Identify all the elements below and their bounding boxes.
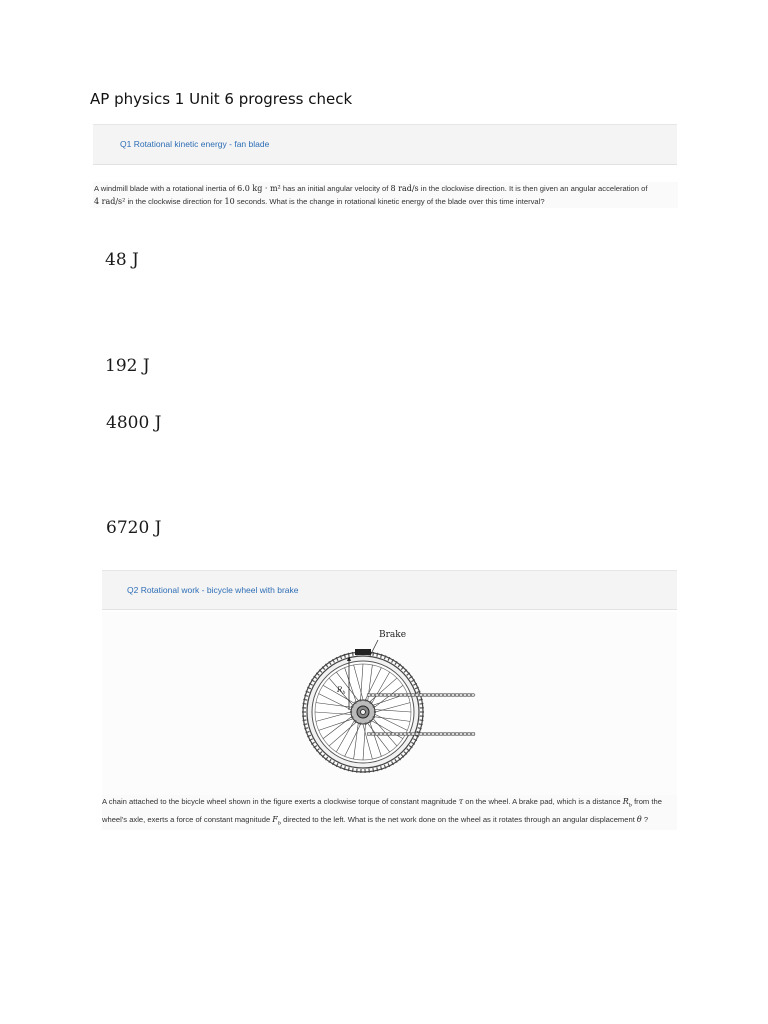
chain-lower-link — [431, 733, 435, 736]
brake-pad — [355, 649, 371, 655]
chain-lower-link — [419, 733, 423, 736]
chain-lower-link — [391, 733, 395, 736]
chain-lower-link — [395, 733, 399, 736]
chain-upper-link — [435, 694, 439, 697]
sprocket-tooth — [369, 701, 371, 703]
q2-question-text — [102, 795, 677, 830]
chain-upper-link — [443, 694, 447, 697]
chain-upper-link — [411, 694, 415, 697]
chain-upper-link — [375, 694, 379, 697]
chain-upper-link — [447, 694, 451, 697]
radius-subscript: b — [342, 690, 346, 696]
sprocket-tooth — [364, 699, 366, 701]
q2-question-line-1 — [102, 795, 677, 813]
q2-fb-subscript: b — [277, 820, 282, 827]
document-title: AP physics 1 Unit 6 progress check — [90, 90, 353, 108]
q2-rb-symbol: R — [622, 797, 629, 806]
chain-lower-link — [399, 733, 403, 736]
chain-lower-link — [439, 733, 443, 736]
q1-choice-b[interactable]: 192 J — [105, 356, 150, 376]
chain-lower-link — [411, 733, 415, 736]
chain-upper-link — [367, 694, 371, 697]
q1-text-segment: in the clockwise direction. It is then given an angular acceleration of — [418, 184, 648, 193]
chain-lower-link — [455, 733, 459, 736]
chain-lower-link — [371, 733, 375, 736]
chain-upper-link — [395, 694, 399, 697]
q1-alpha-value: 4 rad/s² — [94, 197, 126, 206]
chain-upper-link — [403, 694, 407, 697]
q1-inertia-value: 6.0 kg · m² — [237, 184, 281, 193]
chain-lower-link — [435, 733, 439, 736]
chain-upper-link — [431, 694, 435, 697]
q2-question-line-2 — [102, 813, 677, 831]
sprocket-tooth — [351, 716, 353, 718]
sprocket-tooth — [354, 720, 356, 722]
sprocket-tooth — [359, 699, 361, 701]
bicycle-wheel — [302, 649, 475, 773]
chain-upper-link — [467, 694, 471, 697]
q2-text-segment: directed to the left. What is the net work done on the wheel as it rotates through an angular displacement — [281, 814, 637, 824]
chain-lower-link — [367, 733, 371, 736]
chain-lower-link — [383, 733, 387, 736]
sprocket-tooth — [374, 711, 376, 713]
chain-upper-link — [455, 694, 459, 697]
sprocket-tooth — [354, 701, 356, 703]
chain-lower-link — [463, 733, 467, 736]
chain-upper-link — [423, 694, 427, 697]
q1-omega-value: 8 rad/s — [390, 184, 419, 193]
sprocket-tooth — [364, 722, 366, 724]
chain-upper-link — [419, 694, 423, 697]
q2-theta-symbol: θ — [636, 814, 642, 824]
chain-lower-link — [459, 733, 463, 736]
q2-text-segment: ? — [641, 814, 649, 824]
q1-choice-a[interactable]: 48 J — [105, 250, 139, 270]
chain-upper-link — [383, 694, 387, 697]
q1-choice-d[interactable]: 6720 J — [106, 518, 162, 538]
sprocket-tooth — [373, 706, 375, 708]
chain-lower-link — [387, 733, 391, 736]
chain-lower-link — [407, 733, 411, 736]
chain-upper-link — [387, 694, 391, 697]
q1-text-segment: A windmill blade with a rotational inertia of — [94, 184, 238, 193]
chain-lower-link — [379, 733, 383, 736]
chain-upper-link — [407, 694, 411, 697]
chain-lower-link — [375, 733, 379, 736]
chain-upper-link — [371, 694, 375, 697]
chain-lower-link — [403, 733, 407, 736]
q2-tau-symbol: τ — [458, 797, 464, 806]
brake-label: Brake — [379, 630, 407, 640]
q2-rb-subscript: b — [628, 802, 632, 809]
bicycle-wheel-figure — [290, 622, 490, 787]
chain-lower-link — [451, 733, 455, 736]
chain-lower-link — [471, 733, 475, 736]
q1-time-value: 10 — [224, 197, 235, 206]
q2-header — [102, 570, 677, 610]
q1-text-segment: seconds. What is the change in rotational kinetic energy of the blade over this time interval? — [234, 197, 545, 206]
chain-lower-link — [467, 733, 471, 736]
chain-upper-link — [415, 694, 419, 697]
q1-text-segment: in the clockwise direction for — [125, 197, 225, 206]
sprocket-tooth — [351, 706, 353, 708]
q2-header-link[interactable]: Q2 Rotational work - bicycle wheel with brake — [127, 585, 299, 595]
chain-upper-link — [379, 694, 383, 697]
chain-upper-link — [459, 694, 463, 697]
chain-lower-link — [447, 733, 451, 736]
q1-text-segment: has an initial angular velocity of — [280, 184, 391, 193]
q1-choice-c[interactable]: 4800 J — [106, 413, 162, 433]
chain-upper-link — [391, 694, 395, 697]
chain-lower-link — [443, 733, 447, 736]
chain-lower-link — [427, 733, 431, 736]
chain-lower-link — [423, 733, 427, 736]
sprocket-tooth — [369, 720, 371, 722]
chain-upper-link — [463, 694, 467, 697]
chain-upper-link — [471, 694, 475, 697]
sprocket-tooth — [373, 716, 375, 718]
sprocket-tooth — [359, 722, 361, 724]
q2-text-segment: from the — [631, 797, 662, 806]
q1-question-line-1 — [94, 182, 678, 195]
q2-fb-symbol: F — [272, 814, 278, 824]
q1-question-line-2 — [94, 195, 678, 208]
chain-upper-link — [439, 694, 443, 697]
q2-text-segment: A chain attached to the bicycle wheel shown in the figure exerts a clockwise torque of constant magnitude — [102, 797, 459, 806]
q2-text-segment: on the wheel. A brake pad, which is a distance — [463, 797, 623, 806]
chain-upper-link — [399, 694, 403, 697]
q1-header — [93, 124, 677, 165]
chain-lower-link — [415, 733, 419, 736]
chain-upper-link — [427, 694, 431, 697]
chain-upper-link — [451, 694, 455, 697]
sprocket-tooth — [350, 711, 352, 713]
q1-header-link[interactable]: Q1 Rotational kinetic energy - fan blade — [120, 139, 270, 149]
q1-question-text — [93, 182, 678, 208]
axle — [361, 710, 366, 715]
q2-text-segment: wheel's axle, exerts a force of constant magnitude — [102, 814, 273, 824]
radius-symbol: R — [337, 686, 343, 694]
